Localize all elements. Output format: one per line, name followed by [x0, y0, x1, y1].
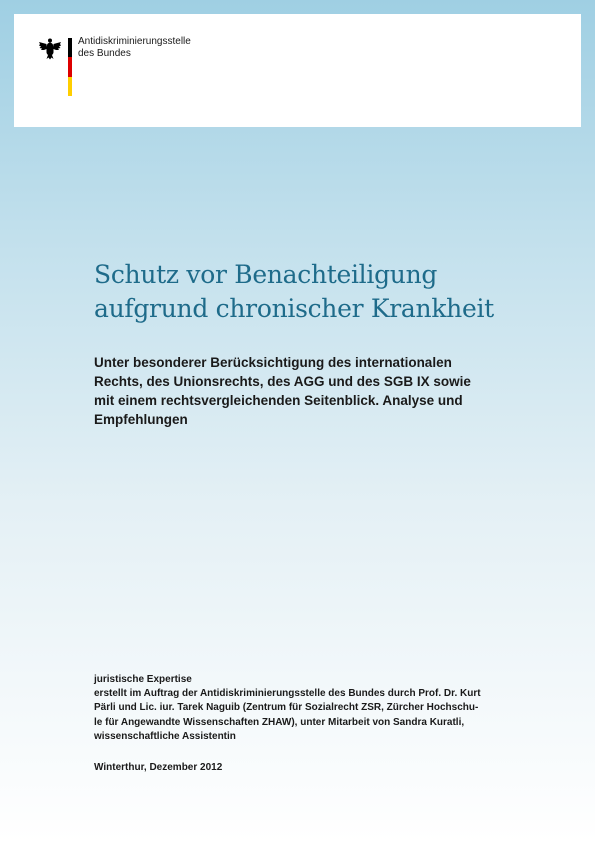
flag-gold-stripe — [68, 77, 72, 96]
subtitle-line2: Rechts, des Unionsrechts, des AGG und des SGB IX sowie — [94, 374, 471, 389]
org-name-line2: des Bundes — [78, 48, 131, 59]
credits-line1: juristische Expertise — [94, 674, 192, 685]
federal-eagle-icon — [38, 36, 62, 60]
subtitle-line4: Empfehlungen — [94, 412, 188, 427]
subtitle-line3: mit einem rechtsvergleichenden Seitenblick. Analyse und — [94, 393, 463, 408]
title-line2: aufgrund chronischer Krankheit — [94, 294, 494, 323]
place-and-date: Winterthur, Dezember 2012 — [94, 762, 223, 773]
header-panel — [14, 14, 581, 127]
credits-line3: Pärli und Lic. iur. Tarek Naguib (Zentrum für Sozialrecht ZSR, Zürcher Hochschu- — [94, 702, 479, 714]
flag-black-stripe — [68, 38, 72, 57]
credits-line5: wissenschaftliche Assistentin — [94, 730, 236, 742]
credits-block — [94, 673, 514, 744]
german-flag-bar — [68, 38, 72, 96]
credits-line2: erstellt im Auftrag der Antidiskriminierungsstelle des Bundes durch Prof. Dr. Kurt — [94, 688, 481, 700]
document-subtitle — [94, 353, 514, 429]
org-name-line1: Antidiskriminierungsstelle — [78, 36, 191, 47]
credits-line4: le für Angewandte Wissenschaften ZHAW), unter Mitarbeit von Sandra Kuratli, — [94, 716, 465, 728]
flag-red-stripe — [68, 57, 72, 76]
subtitle-line1: Unter besonderer Berücksichtigung des internationalen — [94, 355, 452, 370]
document-title — [94, 258, 554, 326]
organization-name — [78, 36, 191, 60]
title-line1: Schutz vor Benachteiligung — [94, 260, 438, 289]
